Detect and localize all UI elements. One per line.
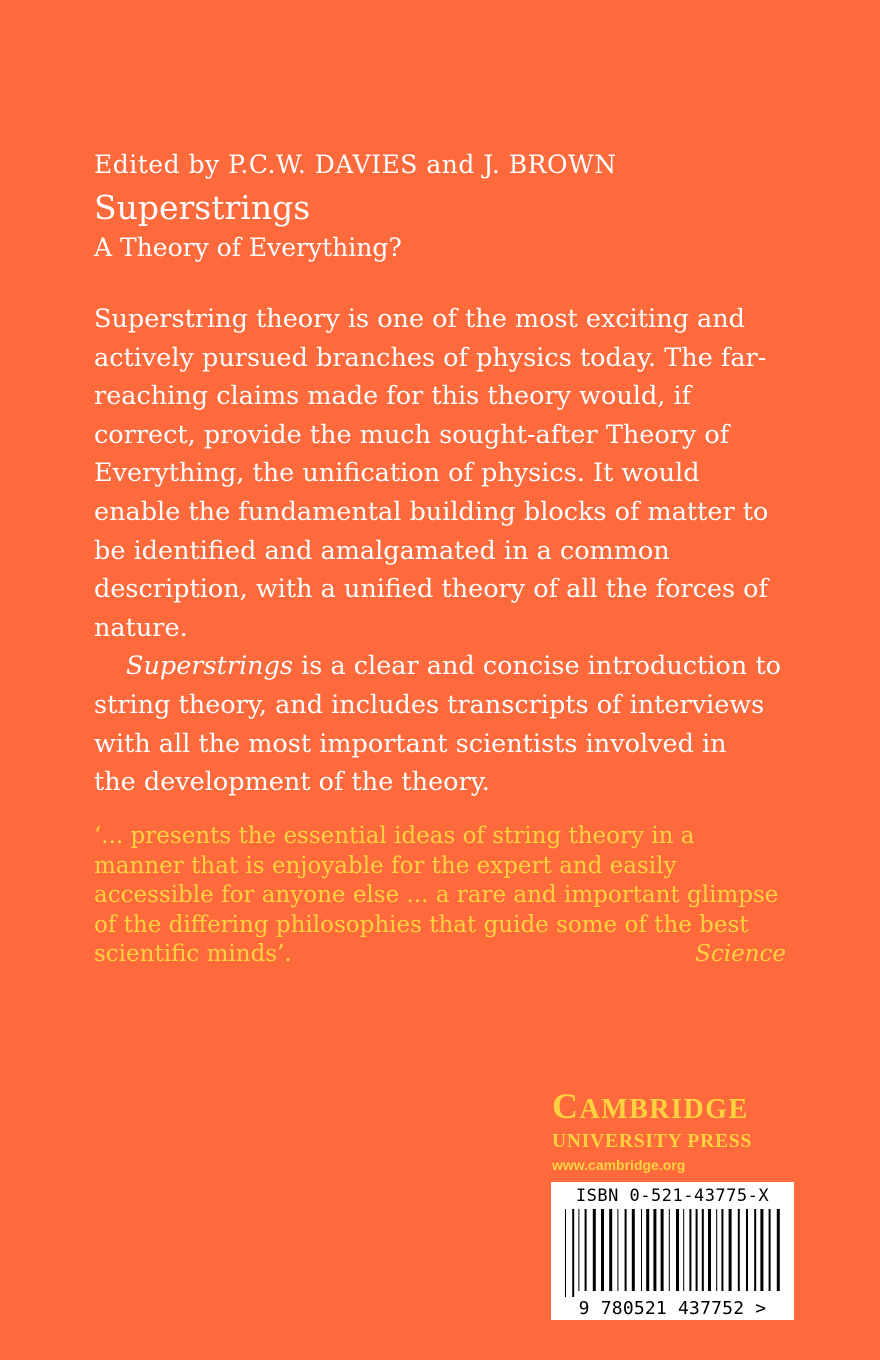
barcode-bar bbox=[777, 1209, 780, 1291]
isbn-barcode bbox=[551, 1182, 794, 1320]
barcode-bar bbox=[683, 1209, 684, 1291]
barcode-bar bbox=[702, 1209, 704, 1291]
description-blurb bbox=[94, 300, 794, 802]
publisher-name-rest: AMBRIDGE bbox=[579, 1094, 749, 1125]
barcode-bar bbox=[738, 1209, 740, 1291]
blurb-line: be identified and amalgamated in a common bbox=[94, 535, 670, 566]
review-quote bbox=[94, 822, 794, 970]
publisher-url: www.cambridge.org bbox=[552, 1157, 686, 1173]
blurb-line: Everything, the unification of physics. It would bbox=[94, 458, 700, 489]
quote-source: Science bbox=[695, 941, 786, 968]
barcode-bar bbox=[593, 1209, 596, 1291]
barcode-bar bbox=[760, 1209, 763, 1291]
book-subtitle: A Theory of Everything? bbox=[94, 233, 402, 262]
blurb-para2-first-line bbox=[94, 647, 794, 686]
isbn-label: ISBN 0-521-43775-X bbox=[575, 1186, 770, 1206]
barcode-bars bbox=[565, 1209, 780, 1297]
quote-line: scientific minds’. bbox=[94, 941, 292, 968]
blurb-line: nature. bbox=[94, 612, 188, 643]
barcode-bar bbox=[754, 1209, 756, 1291]
quote-line: accessible for anyone else ... a rare and important glimpse bbox=[94, 882, 779, 909]
publisher-subname: UNIVERSITY PRESS bbox=[552, 1131, 753, 1152]
barcode-bar bbox=[689, 1209, 691, 1291]
blurb-line: the development of the theory. bbox=[94, 767, 490, 798]
barcode-bar bbox=[572, 1209, 574, 1297]
barcode-bar bbox=[729, 1209, 732, 1291]
publisher-name-initial: C bbox=[552, 1086, 580, 1126]
blurb-line: actively pursued branches of physics today. The far- bbox=[94, 342, 767, 373]
quote-line: ‘... presents the essential ideas of string theory in a bbox=[94, 823, 695, 849]
barcode-bar bbox=[661, 1209, 664, 1291]
barcode-bar bbox=[653, 1209, 656, 1291]
barcode-bar bbox=[721, 1209, 723, 1291]
barcode-bar bbox=[585, 1209, 587, 1291]
barcode-bar bbox=[676, 1209, 679, 1291]
blurb-line: Superstring theory is one of the most exciting and bbox=[94, 304, 746, 334]
quote-line: manner that is enjoyable for the expert and easily bbox=[94, 852, 677, 879]
book-title-italic: Superstrings bbox=[126, 651, 294, 682]
blurb-line: correct, provide the much sought-after Theory of bbox=[94, 419, 730, 450]
barcode-bar bbox=[601, 1209, 604, 1291]
barcode-bar bbox=[565, 1209, 566, 1297]
blurb-line: with all the most important scientists involved in bbox=[94, 728, 727, 759]
blurb-para2-first-rest: is a clear and concise introduction to bbox=[293, 651, 781, 682]
barcode-bar bbox=[716, 1209, 717, 1291]
barcode-bar bbox=[609, 1209, 612, 1291]
barcode-bar bbox=[641, 1209, 642, 1291]
barcode-bar bbox=[708, 1209, 711, 1291]
publisher-name bbox=[552, 1088, 792, 1128]
book-title: Superstrings bbox=[94, 188, 311, 227]
barcode-bar bbox=[617, 1209, 618, 1291]
barcode-bar bbox=[769, 1209, 771, 1291]
blurb-line: string theory, and includes transcripts of interviews bbox=[94, 689, 765, 720]
editors-line: Edited by P.C.W. DAVIES and J. BROWN bbox=[94, 150, 617, 179]
ean-digits: 9 780521 437752 > bbox=[578, 1298, 767, 1319]
barcode-bar bbox=[746, 1209, 748, 1291]
barcode-bar bbox=[669, 1209, 670, 1291]
barcode-bar bbox=[625, 1209, 627, 1291]
barcode-bar bbox=[696, 1209, 698, 1291]
blurb-line: reaching claims made for this theory would, if bbox=[94, 381, 692, 412]
blurb-line: enable the fundamental building blocks of matter to bbox=[94, 496, 769, 527]
barcode-bar bbox=[578, 1209, 579, 1291]
publisher-logo bbox=[552, 1088, 792, 1176]
quote-line: of the differing philosophies that guide some of the best bbox=[94, 911, 749, 938]
barcode-bar bbox=[646, 1209, 649, 1291]
blurb-line: description, with a unified theory of all the forces of bbox=[94, 574, 768, 605]
barcode-bar bbox=[632, 1209, 635, 1291]
